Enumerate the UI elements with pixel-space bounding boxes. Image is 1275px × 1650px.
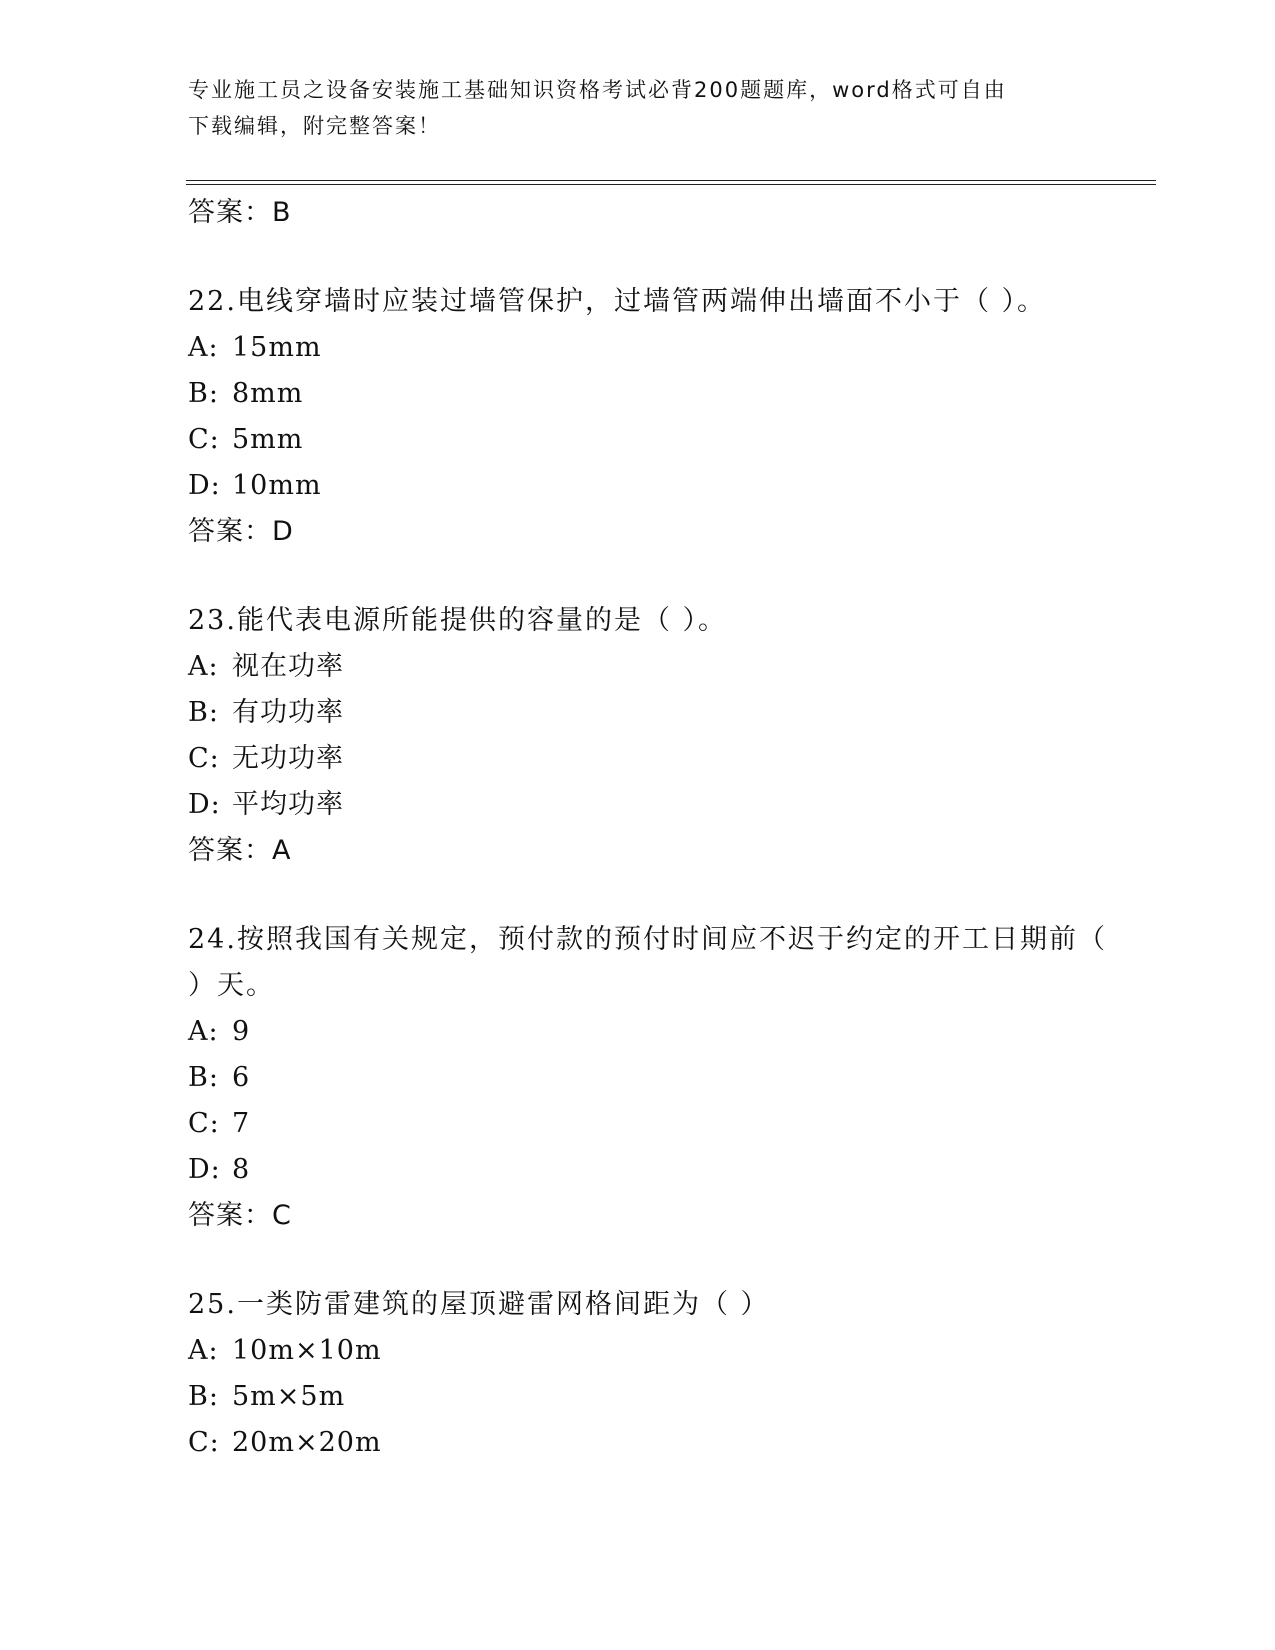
option-c	[188, 736, 1108, 782]
option-b	[188, 1055, 1108, 1101]
option-letter: C:	[188, 1108, 220, 1139]
answer-line: 答案：D	[188, 516, 294, 547]
question-block	[188, 598, 1108, 874]
option-d	[188, 1147, 1108, 1193]
option-letter: B:	[188, 697, 219, 728]
option-text: 10mm	[232, 470, 322, 501]
option-text: 8mm	[232, 378, 304, 409]
question-text: 24.按照我国有关规定，预付款的预付时间应不迟于约定的开工日期前（ ）天。	[188, 924, 1107, 1001]
option-d	[188, 463, 1108, 509]
question-block	[188, 1282, 1108, 1466]
option-text: 5m×5m	[232, 1381, 346, 1412]
answer-line: 答案：B	[188, 197, 292, 228]
option-letter: B:	[188, 378, 219, 409]
header-line-1: 专业施工员之设备安装施工基础知识资格考试必背200题题库，word格式可自由	[188, 78, 1007, 102]
option-a	[188, 325, 1108, 371]
option-letter: C:	[188, 1427, 220, 1458]
option-a	[188, 644, 1108, 690]
question-text: 23.能代表电源所能提供的容量的是（ ）。	[188, 605, 728, 636]
option-letter: D:	[188, 789, 221, 820]
option-letter: A:	[188, 1016, 219, 1047]
option-c	[188, 417, 1108, 463]
option-text: 有功功率	[232, 697, 344, 728]
spacer	[188, 555, 1108, 598]
option-text: 7	[232, 1108, 251, 1139]
question-list	[188, 190, 1108, 1466]
option-text: 10m×10m	[232, 1335, 382, 1366]
option-letter: B:	[188, 1062, 219, 1093]
option-a	[188, 1009, 1108, 1055]
option-text: 5mm	[232, 424, 304, 455]
option-text: 20m×20m	[232, 1427, 382, 1458]
option-b	[188, 1374, 1108, 1420]
option-text: 8	[232, 1154, 251, 1185]
option-letter: A:	[188, 1335, 219, 1366]
question-text: 25.一类防雷建筑的屋顶避雷网格间距为（ ）	[188, 1289, 770, 1320]
document-header	[188, 72, 1088, 144]
question-block	[188, 279, 1108, 555]
option-c	[188, 1420, 1108, 1466]
answer-line: 答案：A	[188, 835, 292, 866]
option-d	[188, 782, 1108, 828]
option-c	[188, 1101, 1108, 1147]
option-letter: B:	[188, 1381, 219, 1412]
option-a	[188, 1328, 1108, 1374]
spacer	[188, 236, 1108, 279]
question-block	[188, 917, 1108, 1239]
option-b	[188, 690, 1108, 736]
option-text: 15mm	[232, 332, 322, 363]
option-letter: A:	[188, 651, 219, 682]
option-b	[188, 371, 1108, 417]
option-text: 无功功率	[232, 743, 344, 774]
answer-line: 答案：C	[188, 1200, 292, 1231]
spacer	[188, 874, 1108, 917]
option-letter: D:	[188, 1154, 221, 1185]
option-letter: D:	[188, 470, 221, 501]
option-letter: A:	[188, 332, 219, 363]
header-divider-bottom	[186, 184, 1156, 185]
question-text: 22.电线穿墙时应装过墙管保护，过墙管两端伸出墙面不小于（ ）。	[188, 286, 1047, 317]
option-text: 9	[232, 1016, 251, 1047]
header-line-2: 下载编辑，附完整答案！	[188, 114, 441, 138]
spacer	[188, 1239, 1108, 1282]
option-text: 平均功率	[232, 789, 344, 820]
header-divider-top	[186, 180, 1156, 181]
option-text: 6	[232, 1062, 251, 1093]
option-letter: C:	[188, 743, 220, 774]
option-text: 视在功率	[232, 651, 344, 682]
option-letter: C:	[188, 424, 220, 455]
